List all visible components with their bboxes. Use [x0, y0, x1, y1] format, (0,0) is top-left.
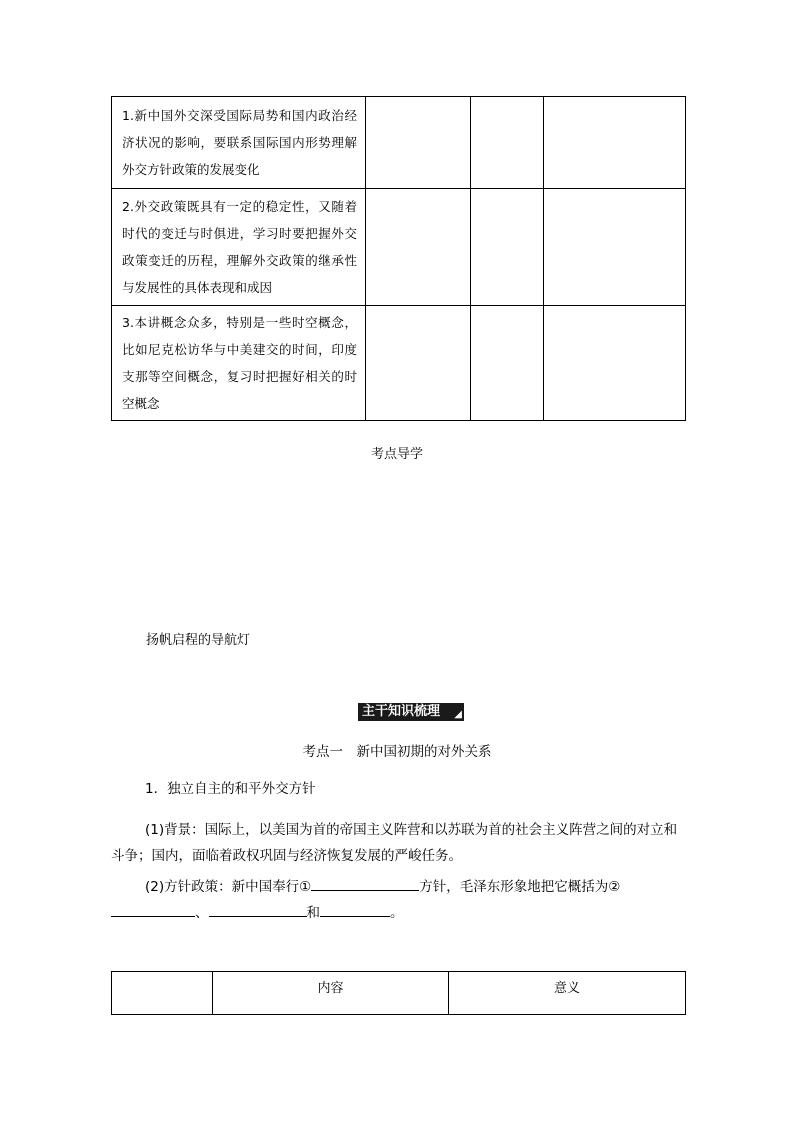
header-cell — [112, 972, 213, 1015]
policy-prefix: (2)方针政策：新中国奉行① — [145, 879, 312, 895]
goal-text: 3.本讲概念众多，特别是一些时空概念，比如尼克松访华与中美建交的时间，印度支那等空间概念，复习时把握好相关的时空概念 — [112, 306, 366, 421]
point-title: 1．独立自主的和平外交方针 — [145, 781, 316, 797]
empty-cell — [544, 306, 686, 421]
separator: 、 — [195, 905, 209, 921]
policy-paragraph — [111, 874, 685, 926]
empty-cell — [544, 97, 686, 189]
banner-label: 主干知识梳理 — [362, 704, 441, 719]
arrow-icon: ◢ — [454, 709, 462, 720]
background-paragraph: (1)背景：国际上，以美国为首的帝国主义阵营和以苏联为首的社会主义阵营之间的对立和斗争；国内，面临着政权巩固与经济恢复发展的严峻任务。 — [111, 822, 678, 864]
blank-2 — [111, 900, 195, 917]
blank-3 — [209, 900, 307, 917]
knowledge-banner — [358, 703, 464, 721]
goal-text: 2.外交政策既具有一定的稳定性，又随着时代的变迁与时俱进，学习时要把握外交政策变迁的历程，理解外交政策的继承性与发展性的具体表现和成因 — [112, 189, 366, 306]
subtitle: 扬帆启程的导航灯 — [146, 633, 251, 648]
goal-text: 1.新中国外交深受国际局势和国内政治经济状况的影响，要联系国际国内形势理解外交方针政策的发展变化 — [112, 97, 366, 189]
header-cell: 意义 — [449, 972, 686, 1015]
period: 。 — [390, 905, 404, 921]
table-row — [112, 97, 686, 189]
and-word: 和 — [306, 905, 320, 921]
content-table — [111, 971, 686, 1015]
table-header-row — [112, 972, 686, 1015]
empty-cell — [366, 97, 471, 189]
empty-cell — [471, 306, 544, 421]
blank-4 — [320, 900, 390, 917]
header-cell: 内容 — [213, 972, 449, 1015]
table-row — [112, 189, 686, 306]
table-row — [112, 306, 686, 421]
policy-mid: 方针，毛泽东形象地把它概括为② — [419, 879, 621, 895]
blank-1 — [311, 874, 419, 891]
empty-cell — [544, 189, 686, 306]
section-title: 考点导学 — [370, 447, 423, 462]
topic-heading: 考点一 新中国初期的对外关系 — [302, 744, 492, 760]
empty-cell — [471, 189, 544, 306]
goals-table — [111, 96, 686, 421]
empty-cell — [366, 306, 471, 421]
empty-cell — [366, 189, 471, 306]
empty-cell — [471, 97, 544, 189]
